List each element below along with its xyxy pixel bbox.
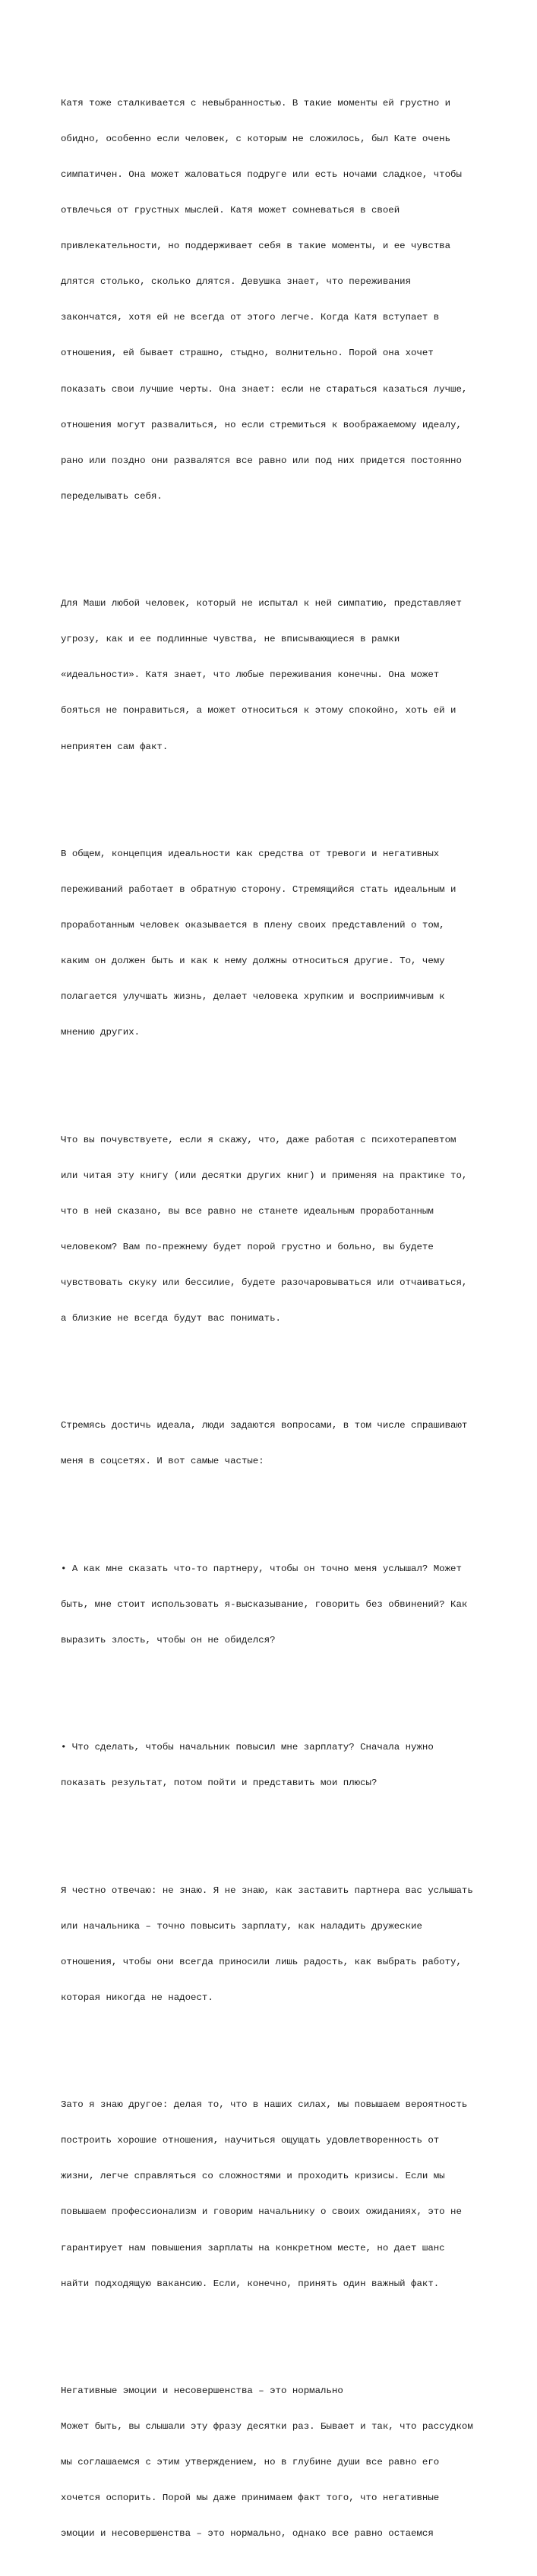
text-line: «идеальности». Катя знает, что любые переживания конечны. Она может (61, 669, 440, 681)
text-line: Что вы почувствуете, если я скажу, что, даже работая с психотерапевтом (61, 1134, 456, 1145)
text-line: выразить злость, чтобы он не обиделся? (61, 1634, 276, 1645)
text-line: обидно, особенно если человек, с которым не сложилось, был Кате очень (61, 133, 451, 144)
text-line: полагается улучшать жизнь, делает человека хрупким и восприимчивым к (61, 991, 445, 1003)
text-line: Может быть, вы слышали эту фразу десятки раз. Бывает и так, что рассудком (61, 2421, 473, 2433)
text-line: построить хорошие отношения, научиться ощущать удовлетворенность от (61, 2135, 440, 2146)
document-page (61, 50, 486, 2576)
text-line: проработанным человек оказывается в плену своих представлений о том, (61, 920, 445, 931)
text-line: • А как мне сказать что-то партнеру, чтобы он точно меня услышал? Может (61, 1563, 462, 1574)
text-line: отношения могут развалиться, но если стремиться к воображаемому идеалу, (61, 419, 462, 430)
section-heading: Негативные эмоции и несовершенства – это нормально (61, 2385, 343, 2396)
text-line: а близкие не всегда будут вас понимать. (61, 1313, 281, 1324)
text-line: мнению других. (61, 1027, 141, 1038)
text-line: отвлечься от грустных мыслей. Катя может сомневаться в своей (61, 205, 400, 216)
text-line: В общем, концепция идеальности как средства от тревоги и негативных (61, 848, 440, 859)
paragraph (61, 824, 486, 1063)
paragraph (61, 575, 486, 777)
text-line: отношения, ей бывает страшно, стыдно, волнительно. Порой она хочет (61, 348, 434, 359)
text-line: Катя тоже сталкивается с невыбранностью. В такие моменты ей грустно и (61, 97, 451, 109)
text-line: симпатичен. Она может жаловаться подруге или есть ночами сладкое, чтобы (61, 169, 462, 180)
text-line: мы соглашаемся с этим утверждением, но в глубине души все равно его (61, 2457, 440, 2468)
text-line: неприятен сам факт. (61, 741, 169, 752)
text-line: Зато я знаю другое: делая то, что в наших силах, мы повышаем вероятность (61, 2099, 468, 2111)
text-line: или начальника – точно повысить зарплату, как наладить дружеские (61, 1920, 422, 1932)
text-line: привлекательности, но поддерживает себя в такие моменты, и ее чувства (61, 241, 451, 252)
text-line: показать результат, потом пойти и представить мои плюсы? (61, 1778, 377, 1789)
text-line: человеком? Вам по-прежнему будет порой грустно и больно, вы будете (61, 1241, 434, 1252)
text-line: гарантирует нам повышения зарплаты на конкретном месте, но дает шанс (61, 2242, 445, 2253)
text-line: Стремясь достичь идеала, люди задаются вопросами, в том числе спрашивают (61, 1420, 468, 1431)
text-line: хочется оспорить. Порой мы даже принимаем факт того, что негативные (61, 2493, 440, 2504)
text-line: которая никогда не надоест. (61, 1992, 213, 2003)
paragraph (61, 1110, 486, 1349)
paragraph (61, 1397, 486, 1492)
text-line: Для Маши любой человек, который не испытал к ней симпатию, представляет (61, 598, 462, 609)
text-line: переделывать себя. (61, 490, 163, 502)
text-line: повышаем профессионализм и говорим начальнику о своих ожиданиях, это не (61, 2206, 462, 2218)
text-line: чувствовать скуку или бессилие, будете разочаровываться или отчаиваться, (61, 1277, 468, 1288)
text-line: • Что сделать, чтобы начальник повысил мне зарплату? Сначала нужно (61, 1742, 434, 1753)
paragraph (61, 1861, 486, 2028)
text-line: жизни, легче справляться со сложностями и проходить кризисы. Если мы (61, 2171, 445, 2182)
text-line: каким он должен быть и как к нему должны относиться другие. То, чему (61, 956, 445, 967)
text-line: закончатся, хотя ей не всегда от этого легче. Когда Катя вступает в (61, 312, 440, 323)
text-line: переживаний работает в обратную сторону. Стремящийся стать идеальным и (61, 883, 456, 895)
bullet-item (61, 1539, 486, 1671)
text-line: эмоции и несовершенства – это нормально, однако все равно остаемся (61, 2528, 434, 2540)
text-line: или читая эту книгу (или десятки других книг) и применяя на практике то, (61, 1170, 468, 1181)
text-line: отношения, чтобы они всегда приносили лишь радость, как выбрать работу, (61, 1956, 462, 1967)
text-line: меня в соцсетях. И вот самые частые: (61, 1456, 264, 1467)
section-start (61, 2362, 486, 2565)
text-line: показать свои лучшие черты. Она знает: если не стараться казаться лучше, (61, 383, 468, 395)
text-line: бояться не понравиться, а может относиться к этому спокойно, хоть ей и (61, 705, 456, 716)
paragraph (61, 2076, 486, 2314)
text-line: угрозу, как и ее подлинные чувства, не вписывающиеся в рамки (61, 634, 400, 645)
bullet-item (61, 1718, 486, 1814)
text-line: что в ней сказано, вы все равно не станете идеальным проработанным (61, 1205, 434, 1217)
text-line: найти подходящую вакансию. Если, конечно, принять один важный факт. (61, 2278, 440, 2289)
text-line: длятся столько, сколько длятся. Девушка знает, что переживания (61, 276, 412, 288)
text-line: быть, мне стоит использовать я-высказывание, говорить без обвинений? Как (61, 1598, 468, 1610)
text-line: рано или поздно они развалятся все равно или под них придется постоянно (61, 455, 462, 466)
text-line: Я честно отвечаю: не знаю. Я не знаю, как заставить партнера вас услышать (61, 1885, 473, 1896)
paragraph (61, 74, 486, 527)
